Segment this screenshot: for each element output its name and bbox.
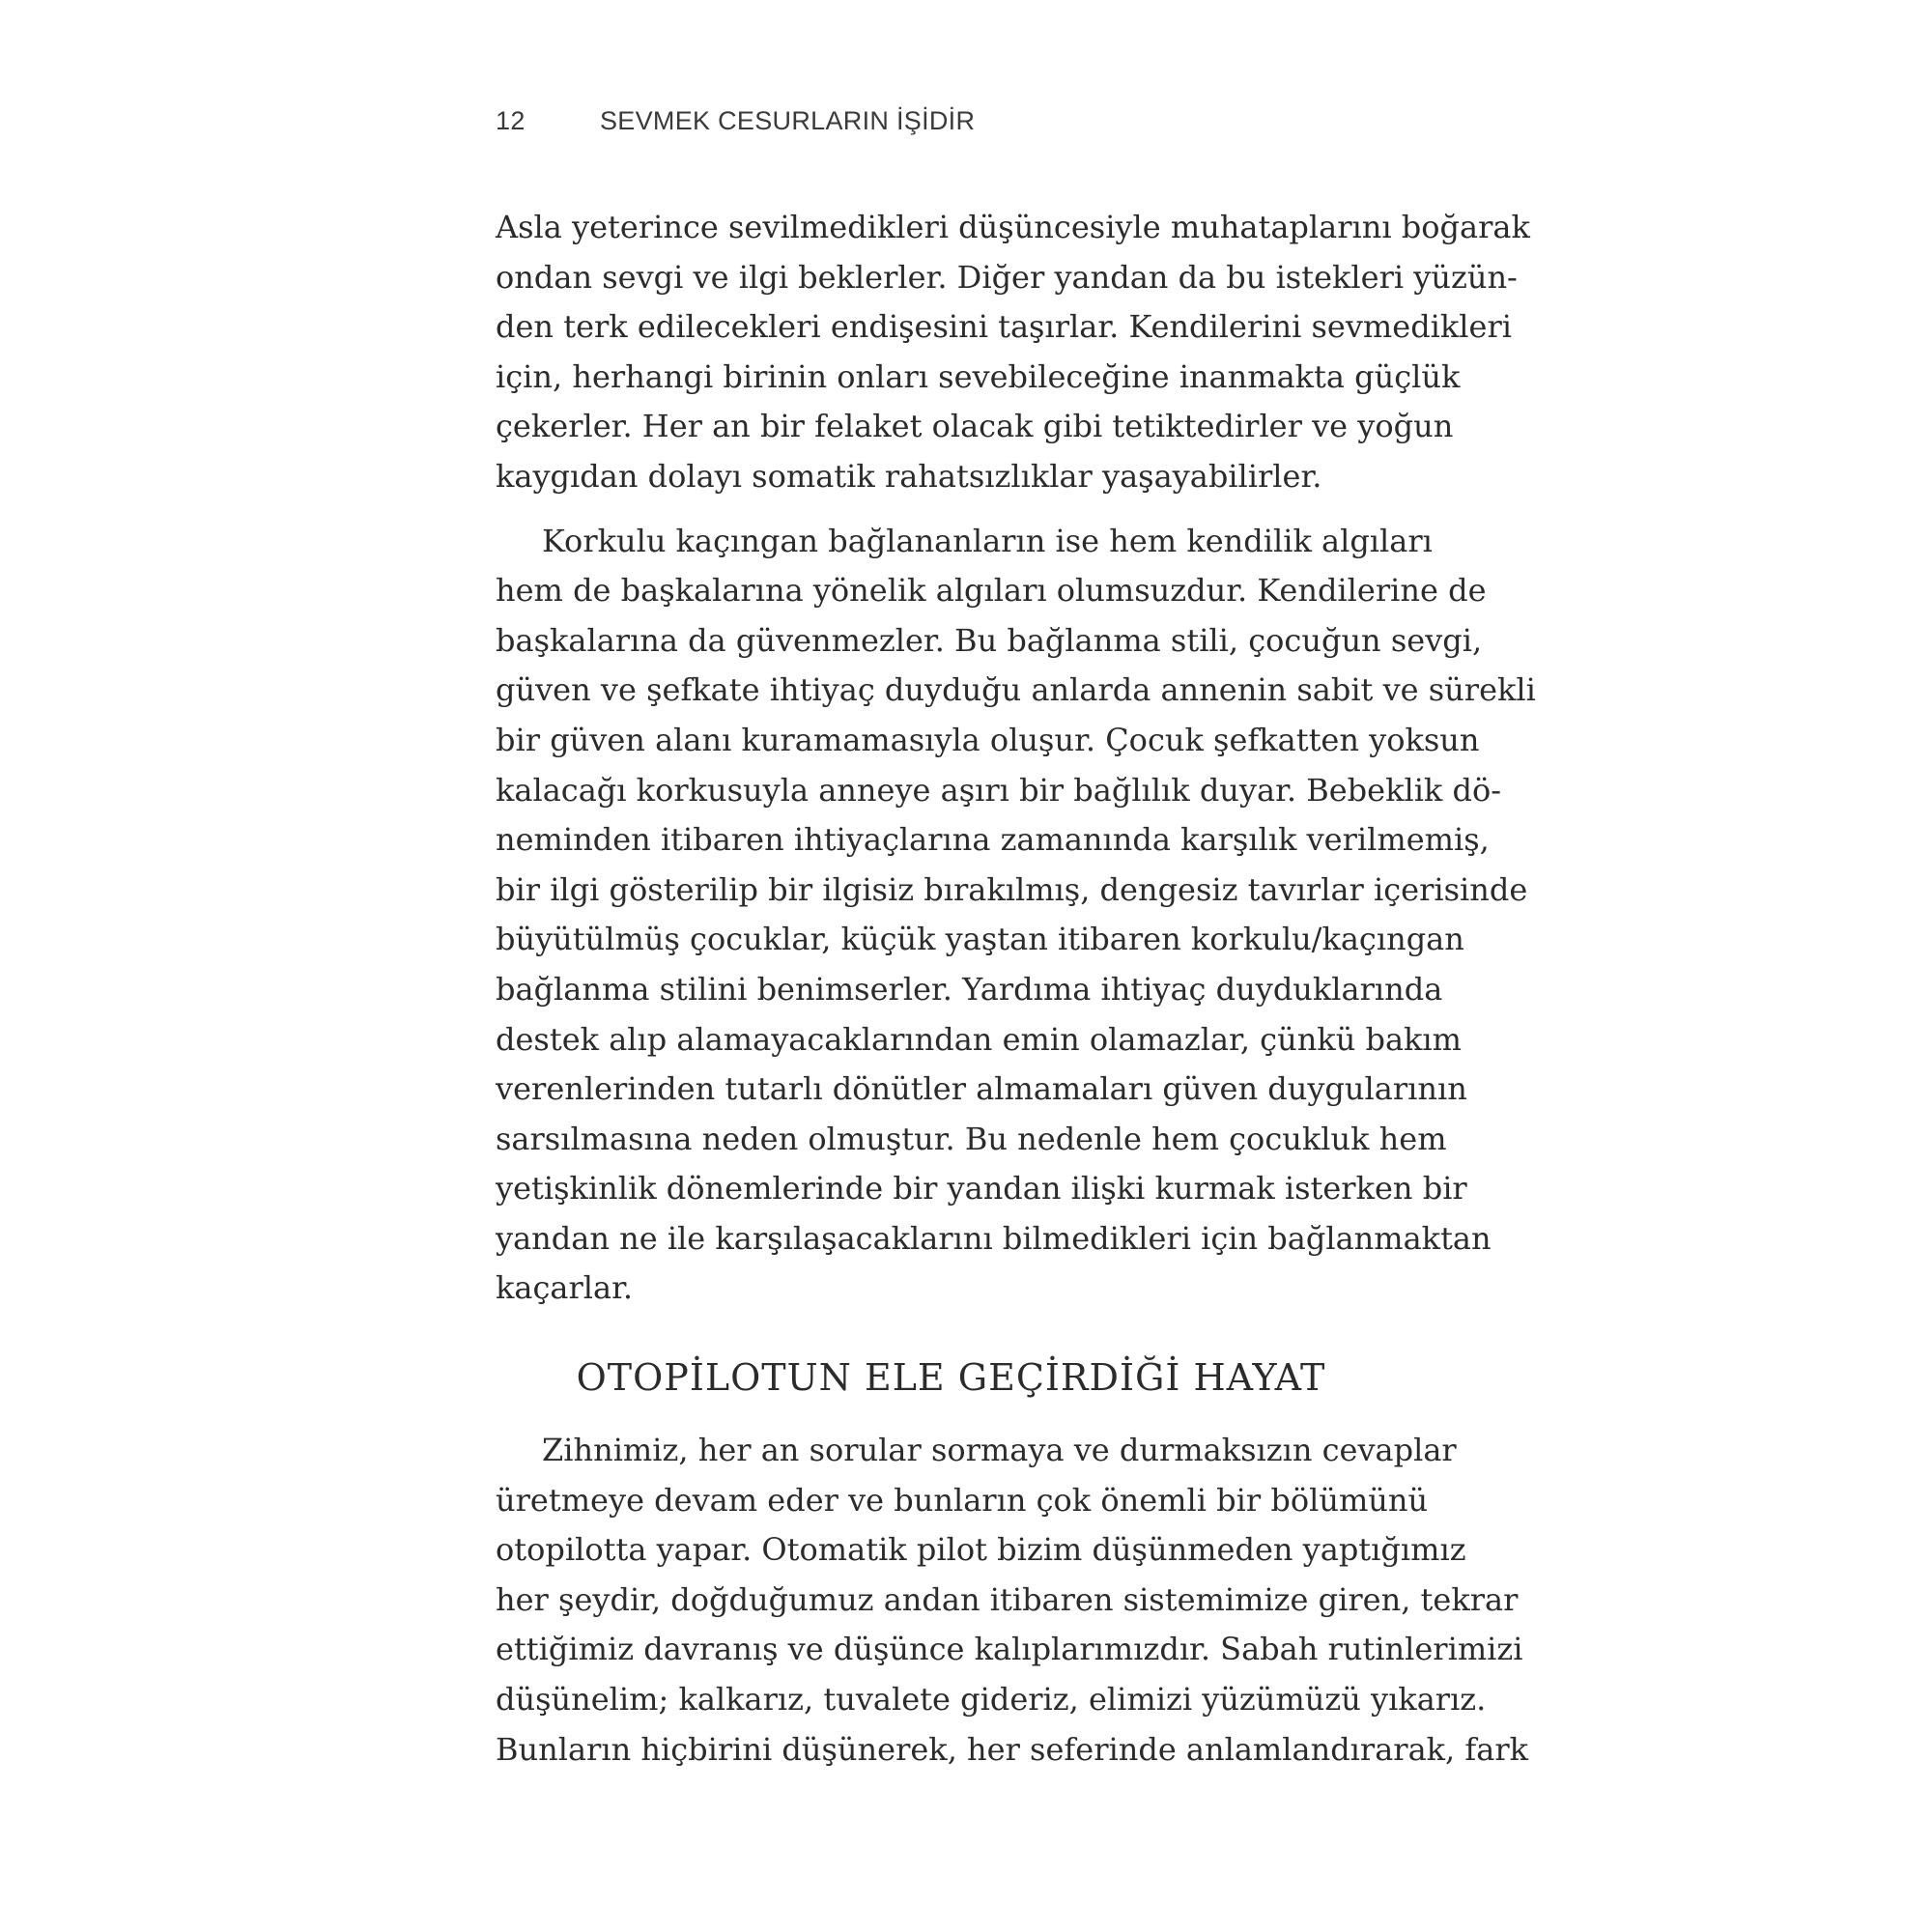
text-line: kaygıdan dolayı somatik rahatsızlıklar yaşayabilirler.	[496, 457, 1322, 495]
text-line: yandan ne ile karşılaşacaklarını bilmedikleri için bağlanmaktan	[496, 1219, 1492, 1257]
text-line: büyütülmüş çocuklar, küçük yaştan itibaren korkulu/kaçıngan	[496, 921, 1464, 958]
text-line: ondan sevgi ve ilgi beklerler. Diğer yandan da bu istekleri yüzün-	[496, 258, 1518, 296]
running-header	[496, 106, 975, 145]
text-line: çekerler. Her an bir felaket olacak gibi tetiktedirler ve yoğun	[496, 408, 1454, 445]
text-line: destek alıp alamayacaklarından emin olamazlar, çünkü bakım	[496, 1020, 1462, 1058]
text-line: kalacağı korkusuyla anneye aşırı bir bağlılık duyar. Bebeklik dö-	[496, 771, 1502, 809]
text-line: kaçarlar.	[496, 1269, 634, 1307]
text-line: yetişkinlik dönemlerinde bir yandan ilişki kurmak isterken bir	[496, 1170, 1467, 1208]
text-line: neminden itibaren ihtiyaçlarına zamanında karşılık verilmemiş,	[496, 821, 1490, 859]
text-line: hem de başkalarına yönelik algıları olumsuzdur. Kendilerine de	[496, 572, 1487, 610]
text-line: Korkulu kaçıngan bağlananların ise hem kendilik algıları	[542, 522, 1433, 559]
text-line: ettiğimiz davranış ve düşünce kalıplarımızdır. Sabah rutinlerimizi	[496, 1631, 1523, 1668]
paragraph-3	[496, 1426, 1528, 1775]
book-title: SEVMEK CESURLARIN İŞİDİR	[600, 106, 976, 135]
text-line: Bunların hiçbirini düşünerek, her seferinde anlamlandırarak, fark	[496, 1730, 1528, 1768]
body-text	[496, 203, 1536, 1775]
text-line: sarsılmasına neden olmuştur. Bu nedenle hem çocukluk hem	[496, 1120, 1447, 1157]
paragraph-2	[496, 517, 1536, 1315]
text-line: otopilotta yapar. Otomatik pilot bizim düşünmeden yaptığımız	[496, 1531, 1466, 1569]
paragraph-1	[496, 203, 1530, 502]
text-line: güven ve şefkate ihtiyaç duyduğu anlarda annenin sabit ve sürekli	[496, 671, 1536, 709]
text-line: verenlerinden tutarlı dönütler almamaları güven duygularının	[496, 1070, 1467, 1108]
text-line: Zihnimiz, her an sorular sormaya ve durmaksızın cevaplar	[542, 1432, 1457, 1469]
text-line: bir ilgi gösterilip bir ilgisiz bırakılmış, dengesiz tavırlar içerisinde	[496, 870, 1528, 908]
text-line: düşünelim; kalkarız, tuvalete gideriz, elimizi yüzümüzü yıkarız.	[496, 1681, 1487, 1719]
text-line: bir güven alanı kuramamasıyla oluşur. Çocuk şefkatten yoksun	[496, 721, 1480, 758]
section-heading: OTOPİLOTUN ELE GEÇİRDİĞİ HAYAT	[576, 1356, 1326, 1400]
text-line: için, herhangi birinin onları sevebileceğine inanmakta güçlük	[496, 357, 1461, 395]
text-line: üretmeye devam eder ve bunların çok önemli bir bölümünü	[496, 1481, 1429, 1519]
text-line: bağlanma stilini benimserler. Yardıma ihtiyaç duyduklarında	[496, 970, 1443, 1008]
text-line: Asla yeterince sevilmedikleri düşüncesiyle muhataplarını boğarak	[496, 209, 1530, 245]
page-number: 12	[496, 106, 526, 135]
text-line: başkalarına da güvenmezler. Bu bağlanma stili, çocuğun sevgi,	[496, 621, 1483, 659]
text-line: her şeydir, doğduğumuz andan itibaren sistemimize giren, tekrar	[496, 1580, 1519, 1618]
text-line: den terk edilecekleri endişesini taşırlar. Kendilerini sevmedikleri	[496, 308, 1512, 346]
